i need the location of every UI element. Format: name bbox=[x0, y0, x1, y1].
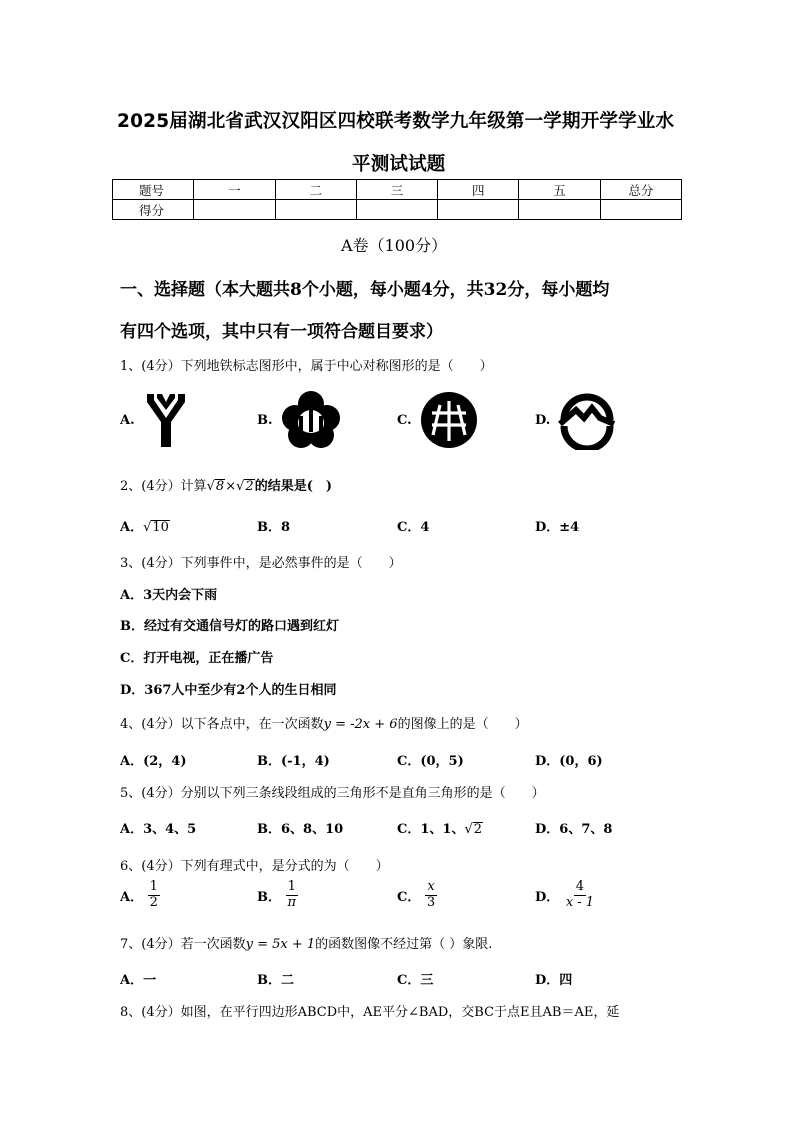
score-input-cell bbox=[356, 200, 437, 220]
score-table-cell: 题号 bbox=[113, 180, 194, 200]
score-input-cell bbox=[194, 200, 275, 220]
q5-option-a: A．3、4、5 bbox=[120, 822, 197, 837]
q7-option-a: A．一 bbox=[120, 973, 157, 988]
question-6-stem: 6、(4分）下列有理式中，是分式的为（ ） bbox=[120, 859, 389, 874]
q1-option-b-label: B. bbox=[257, 413, 273, 428]
q5-option-c: C．1、1、√2 bbox=[397, 822, 483, 837]
q4-option-b: B．(-1，4) bbox=[257, 754, 330, 769]
section-1-heading-line-2: 有四个选项，其中只有一项符合题目要求） bbox=[120, 322, 443, 342]
question-8-stem: 8、(4分）如图，在平行四边形ABCD中，AE平分∠BAD，交BC于点E且AB＝AE，延 bbox=[120, 1005, 620, 1020]
question-2-stem bbox=[120, 475, 332, 494]
q4-option-d: D．(0，6) bbox=[535, 754, 603, 769]
q3-option-a: A．3天内会下雨 bbox=[120, 588, 218, 603]
flower-logo-icon bbox=[279, 390, 343, 450]
question-3-stem: 3、(4分）下列事件中，是必然事件的是（ ） bbox=[120, 556, 402, 571]
q2-sqrt-8: √8 bbox=[206, 479, 225, 494]
q3-option-b: B．经过有交通信号灯的路口遇到红灯 bbox=[120, 619, 339, 634]
question-4-stem: 4、(4分）以下各点中，在一次函数y = -2x + 6的图像上的是（ ） bbox=[120, 717, 528, 732]
score-input-cell bbox=[438, 200, 519, 220]
q2-option-c: C．4 bbox=[397, 520, 430, 535]
q7-option-c: C．三 bbox=[397, 973, 434, 988]
q5-option-d: D．6、7、8 bbox=[535, 822, 613, 837]
score-table-cell: 四 bbox=[438, 180, 519, 200]
section-a-heading: A卷（100分） bbox=[341, 236, 448, 255]
q7-option-d: D．四 bbox=[535, 973, 573, 988]
circle-logo-icon bbox=[420, 391, 478, 449]
q3-option-d: D．367人中至少有2个人的生日相同 bbox=[120, 683, 337, 698]
title-line-1: 2025届湖北省武汉汉阳区四校联考数学九年级第一学期开学学业水 bbox=[117, 111, 675, 132]
q2-stem-pre: 2、(4分）计算 bbox=[120, 479, 207, 494]
question-5-stem: 5、(4分）分别以下列三条线段组成的三角形不是直角三角形的是（ ） bbox=[120, 786, 545, 801]
q2-option-d: D．±4 bbox=[535, 520, 580, 535]
q2-sqrt-2: √2 bbox=[236, 479, 254, 494]
q6-option-d: D． $\frac{4}{x - 1}$ bbox=[535, 879, 595, 910]
mountain-s-logo-icon bbox=[556, 390, 618, 450]
q2-option-a: A．√10 bbox=[120, 520, 169, 535]
q6-option-a: A． $\frac{1}{2}$ bbox=[120, 879, 158, 910]
q2-stem-post: 的结果是( ) bbox=[254, 479, 332, 494]
question-1-stem: 1、(4分）下列地铁标志图形中，属于中心对称图形的是（ ） bbox=[120, 359, 493, 374]
q7-expression: y = 5x + 1 bbox=[245, 937, 316, 952]
q1-option-c-label: C. bbox=[397, 413, 412, 428]
score-input-cell bbox=[275, 200, 356, 220]
q4-option-c: C．(0，5) bbox=[397, 754, 464, 769]
score-table-score-row bbox=[113, 200, 682, 220]
score-table-cell: 二 bbox=[275, 180, 356, 200]
score-table-cell: 五 bbox=[519, 180, 600, 200]
q1-option-d-label: D. bbox=[535, 413, 551, 428]
q6-option-b: B． $\frac{1}{\pi}$ bbox=[257, 879, 297, 910]
q2-option-b: B．8 bbox=[257, 520, 291, 535]
q6-option-c: C． $\frac{x}{3}$ bbox=[397, 879, 436, 910]
q4-expression: y = -2x + 6 bbox=[323, 717, 398, 732]
q7-option-b: B．二 bbox=[257, 973, 294, 988]
q4-option-a: A．(2，4) bbox=[120, 754, 187, 769]
score-table-cell: 一 bbox=[194, 180, 275, 200]
score-table-header-row bbox=[113, 180, 682, 200]
title-line-2: 平测试试题 bbox=[352, 154, 446, 175]
score-table-cell: 得分 bbox=[113, 200, 194, 220]
score-input-cell bbox=[519, 200, 600, 220]
q5-option-b: B．6、8、10 bbox=[257, 822, 344, 837]
q3-option-c: C．打开电视，正在播广告 bbox=[120, 651, 274, 666]
question-7-stem: 7、(4分）若一次函数y = 5x + 1的函数图像不经过第（ ）象限. bbox=[120, 937, 493, 952]
section-1-heading-line-1: 一、选择题（本大题共8个小题，每小题4分，共32分，每小题均 bbox=[120, 280, 610, 300]
score-input-cell bbox=[600, 200, 681, 220]
score-table-cell: 三 bbox=[356, 180, 437, 200]
y-shaped-logo-icon bbox=[145, 392, 187, 448]
q2-times: × bbox=[225, 479, 237, 494]
q1-option-a-label: A. bbox=[120, 413, 135, 428]
score-table-cell: 总分 bbox=[600, 180, 681, 200]
score-table bbox=[112, 179, 682, 220]
